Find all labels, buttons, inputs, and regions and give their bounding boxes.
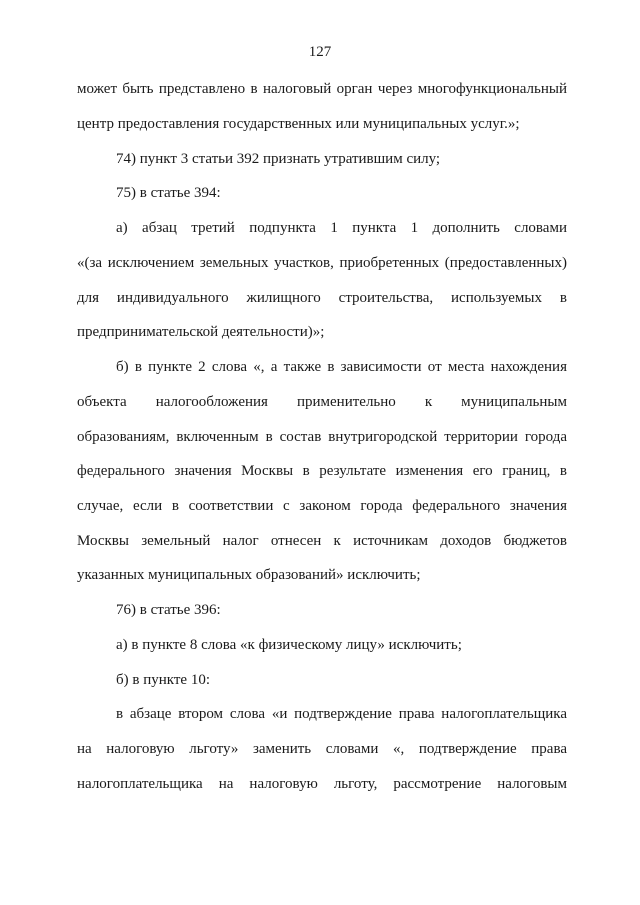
- text-line: 74) пункт 3 статьи 392 признать утратившим силу;: [116, 151, 441, 167]
- text-line: на налоговую льготу» заменить словами «, подтверждение права: [77, 741, 567, 757]
- text-line: а) в пункте 8 слова «к физическому лицу» исключить;: [116, 637, 462, 653]
- text-line: федерального значения Москвы в результате изменения его границ, в: [77, 463, 567, 479]
- text-line: в абзаце втором слова «и подтверждение права налогоплательщика: [116, 706, 567, 722]
- text-line: б) в пункте 10:: [116, 672, 210, 688]
- text-line: налогоплательщика на налоговую льготу, рассмотрение налоговым: [77, 776, 567, 792]
- text-line: «(за исключением земельных участков, приобретенных (предоставленных): [77, 255, 567, 271]
- text-line: объекта налогообложения применительно к муниципальным: [77, 394, 567, 410]
- text-line: 76) в статье 396:: [116, 602, 221, 618]
- text-line: центр предоставления государственных или муниципальных услуг.»;: [77, 116, 520, 132]
- text-line: образованиям, включенным в состав внутригородской территории города: [77, 429, 567, 445]
- text-line: может быть представлено в налоговый орган через многофункциональный: [77, 81, 567, 97]
- text-line: 75) в статье 394:: [116, 185, 221, 201]
- text-line: указанных муниципальных образований» исключить;: [77, 567, 421, 583]
- text-line: случае, если в соответствии с законом города федерального значения: [77, 498, 567, 514]
- text-line: предпринимательской деятельности)»;: [77, 324, 325, 340]
- page-number: 127: [308, 44, 332, 60]
- text-line: для индивидуального жилищного строительства, используемых в: [77, 290, 567, 306]
- text-line: б) в пункте 2 слова «, а также в зависимости от места нахождения: [116, 359, 567, 375]
- text-line: а) абзац третий подпункта 1 пункта 1 дополнить словами: [116, 220, 567, 236]
- text-line: Москвы земельный налог отнесен к источникам доходов бюджетов: [77, 533, 567, 549]
